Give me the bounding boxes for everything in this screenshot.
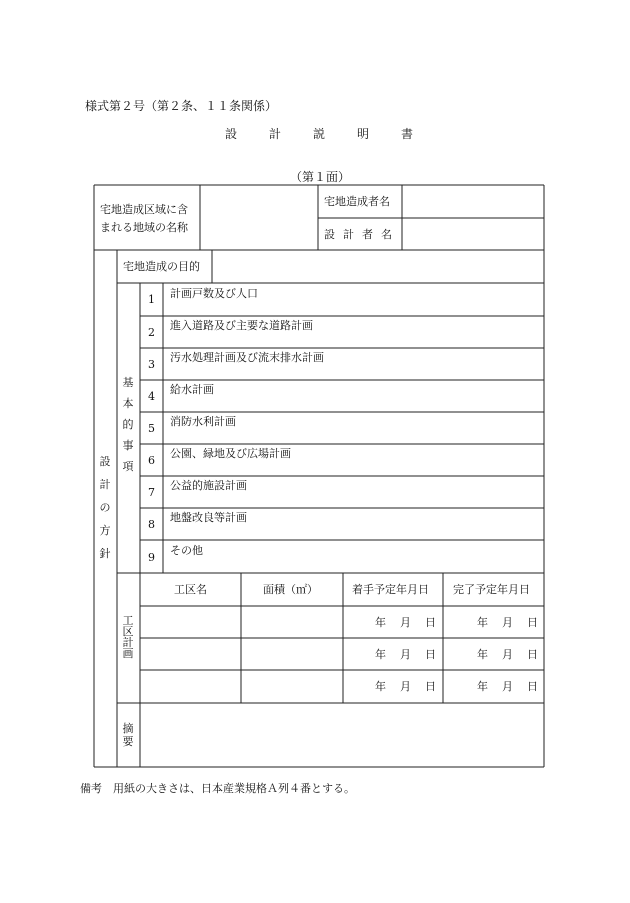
item-number: 5 [148,422,155,435]
designer-label-char: 計 [343,228,354,241]
title-char: 計 [269,127,282,141]
footer-note: 備考 用紙の大きさは、日本産業規格Ａ列４番とする。 [80,782,355,795]
title-char: 書 [401,127,414,141]
basic-items-label: 基 本 的 事 項 [122,376,134,473]
designer-label-char: 名 [381,228,392,241]
start-date-units: 年 月 日 [375,648,436,661]
title-char: 説 [313,127,326,141]
work-zone-header: 工区名 [174,583,207,596]
item-label: その他 [170,544,203,557]
item-number: 7 [148,486,155,499]
item-number: 8 [148,518,155,531]
designer-label [324,229,392,240]
item-label: 進入道路及び主要な道路計画 [170,319,313,332]
design-policy-label: 設 計 の 方 針 [99,455,111,560]
title-char: 明 [357,127,370,141]
end-date-units: 年 月 日 [477,680,538,693]
start-date-units: 年 月 日 [375,616,436,629]
item-label: 給水計画 [170,383,214,396]
form-number: 様式第２号（第２条、１１条関係） [85,99,278,113]
item-label: 計画戸数及び人口 [170,287,258,300]
title-char: 設 [225,127,238,141]
summary-label: 摘 要 [122,722,134,748]
item-number: 9 [148,551,155,564]
end-date-units: 年 月 日 [477,616,538,629]
purpose-label: 宅地造成の目的 [123,260,200,273]
page-label: （第１面） [290,170,351,184]
item-label: 公益的施設計画 [170,479,247,492]
item-label: 消防水利計画 [170,415,236,428]
item-number: 2 [148,326,155,339]
item-number: 3 [148,358,155,371]
area-name-label: 宅地造成区域に含 [100,203,188,216]
item-label: 公園、緑地及び広場計画 [170,447,291,460]
item-number: 1 [148,293,155,306]
work-area-header: 面積（㎡） [263,583,318,596]
start-date-units: 年 月 日 [375,680,436,693]
end-date-units: 年 月 日 [477,648,538,661]
work-end-header: 完了予定年月日 [453,583,530,596]
area-name-label: まれる地域の名称 [100,221,188,234]
designer-label-char: 者 [362,228,373,241]
work-start-header: 着手予定年月日 [352,583,429,596]
item-label: 地盤改良等計画 [170,511,247,524]
developer-label: 宅地造成者名 [324,195,390,208]
item-label: 汚水処理計画及び流末排水計画 [170,351,324,364]
work-plan-label: 工 区 計 画 [122,614,134,660]
item-number: 4 [148,390,155,403]
designer-label-char: 設 [324,228,335,241]
item-number: 6 [148,454,155,467]
